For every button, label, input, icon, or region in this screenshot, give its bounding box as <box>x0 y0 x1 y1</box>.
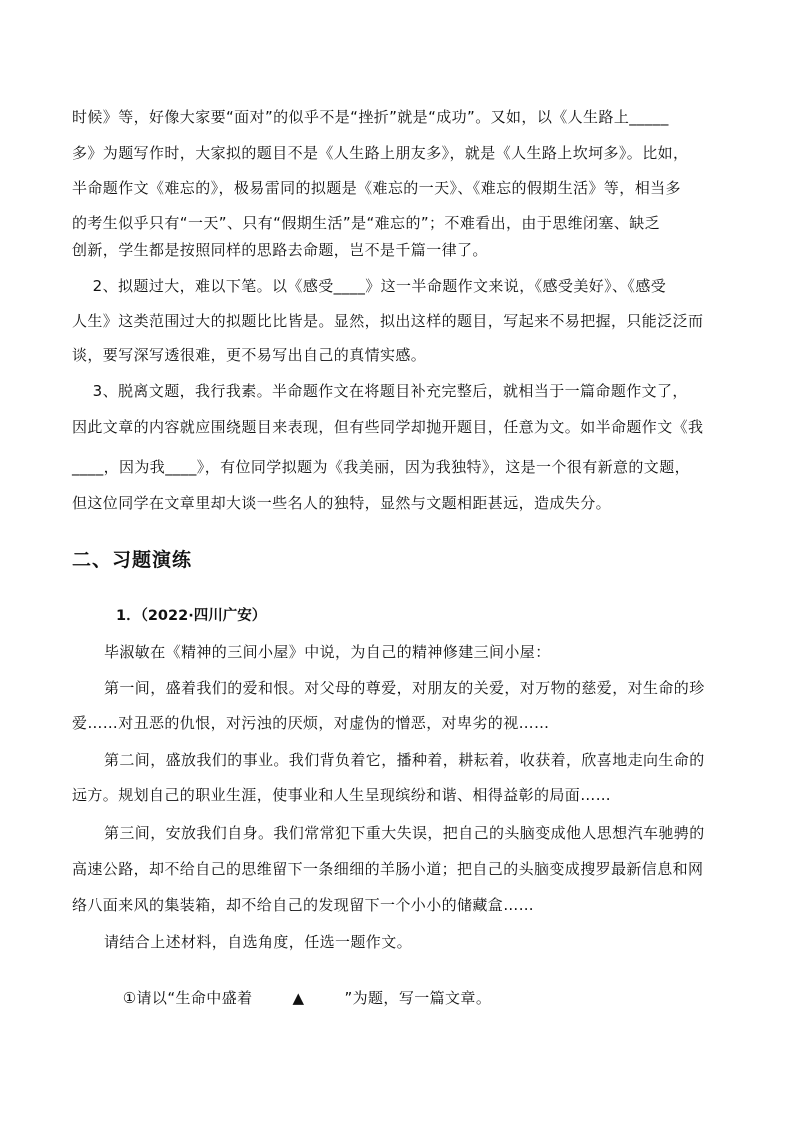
triangle-placeholder-icon: ▲ <box>292 989 305 1007</box>
paragraph-line: 但这位同学在文章里却大谈一些名人的独特，显然与文题相距甚远，造成失分。 <box>72 494 612 512</box>
paragraph-line: ____，因为我____》，有位同学拟题为《我美丽，因为我独特》，这是一个很有新意的文题， <box>72 458 691 476</box>
paragraph-line: 多》为题写作时，大家拟的题目不是《人生路上朋友多》，就是《人生路上坎坷多》。比如， <box>72 144 689 162</box>
material-line: 第三间，安放我们自身。我们常常犯下重大失误，把自己的头脑变成他人思想汽车驰骋的 <box>104 824 705 842</box>
paragraph-line: 谈，要写深写透很难，更不易写出自己的真情实感。 <box>72 346 427 364</box>
paragraph-line: 半命题作文《难忘的》，极易雷同的拟题是《难忘的一天》、《难忘的假期生活》等，相当多 <box>72 179 681 197</box>
instruction-line: 请结合上述材料，自选角度，任选一题作文。 <box>104 933 413 951</box>
question-number: 1．（2022·四川广安） <box>116 608 267 624</box>
paragraph-line: 2、拟题过大，难以下笔。以《感受____》这一半命题作文来说，《感受美好》、《感受 <box>72 277 667 295</box>
material-line: 高速公路，却不给自己的思维留下一条细细的羊肠小道；把自己的头脑变成搜罗最新信息和网 <box>72 860 704 878</box>
material-line: 第二间，盛放我们的事业。我们背负着它，播种着，耕耘着，收获着，欣喜地走向生命的 <box>104 751 705 769</box>
paragraph-line: 3、脱离文题，我行我素。半命题作文在将题目补充完整后，就相当于一篇命题作文了， <box>72 382 688 400</box>
material-line: 络八面来风的集装箱，却不给自己的发现留下一个小小的储藏盒…… <box>72 896 535 914</box>
paragraph-line: 因此文章的内容就应围绕题目来表现，但有些同学却抛开题目，任意为文。如半命题作文《我 <box>72 418 704 436</box>
paragraph-line: 人生》这类范围过大的拟题比比皆是。显然，拟出这样的题目，写起来不易把握，只能泛泛而 <box>72 312 704 330</box>
paragraph-line: 创新，学生都是按照同样的思路去命题，岂不是千篇一律了。 <box>72 241 488 259</box>
paragraph-line: 的考生似乎只有“一天”、只有“假期生活”是“难忘的”；不难看出，由于思维闭塞、缺乏 <box>72 214 661 232</box>
section-heading: 二、习题演练 <box>72 549 193 571</box>
material-line: 远方。规划自己的职业生涯，使事业和人生呈现缤纷和谐、相得益彰的局面…… <box>72 786 612 804</box>
material-line: 爱……对丑恶的仇恨，对污浊的厌烦，对虚伪的憎恶，对卑劣的视…… <box>72 714 550 732</box>
paragraph-line: 时候》等，好像大家要“面对”的似乎不是“挫折”就是“成功”。又如，以《人生路上_____ <box>72 108 669 126</box>
material-line: 毕淑敏在《精神的三间小屋》中说，为自己的精神修建三间小屋： <box>104 643 551 661</box>
option-1-line <box>102 968 491 1028</box>
material-line: 第一间，盛着我们的爱和恨。对父母的尊爱，对朋友的关爱，对万物的慈爱，对生命的珍 <box>104 679 705 697</box>
option-1-suffix: ”为题，写一篇文章。 <box>344 989 492 1007</box>
option-1-prefix: ①请以“生命中盛着 <box>122 989 253 1007</box>
